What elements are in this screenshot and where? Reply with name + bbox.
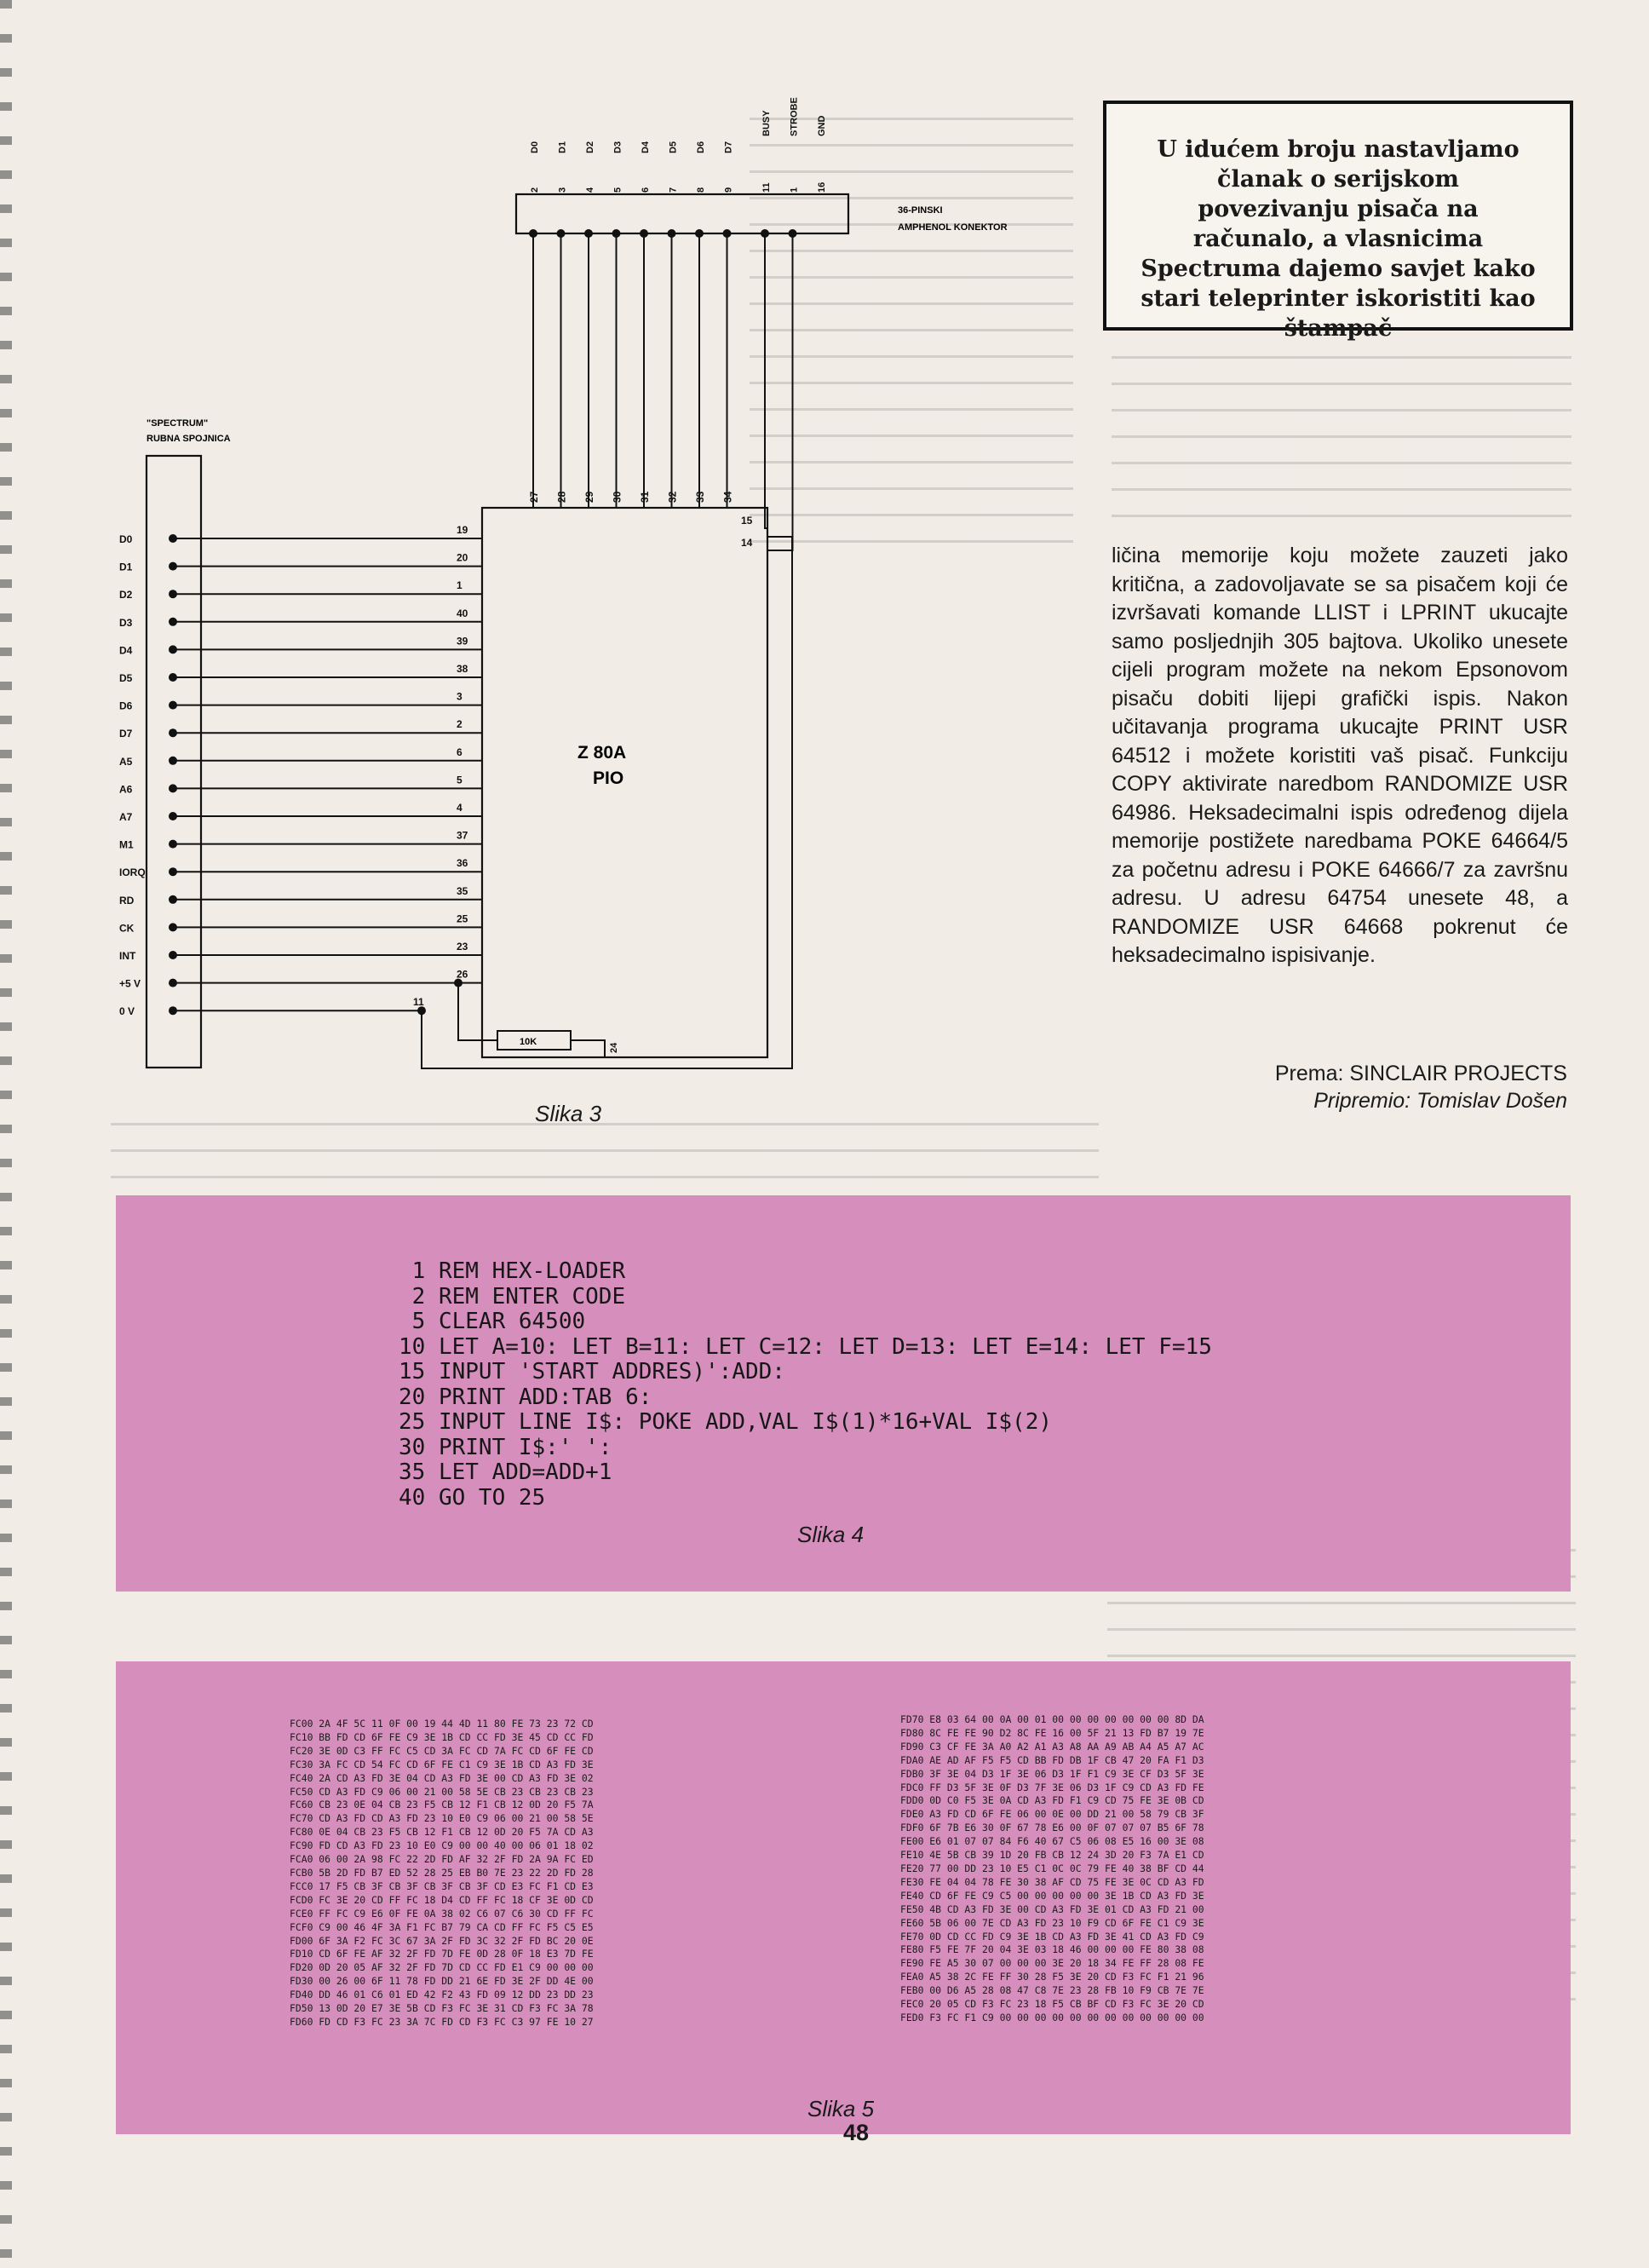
basic-line: 35 LET ADD=ADD+1 [399, 1459, 612, 1485]
signal-label: D0 [119, 533, 133, 545]
hex-line: FDE0 A3 FD CD 6F FE 06 00 0E 00 DD 21 00 58 79 CB 3F [900, 1808, 1204, 1821]
credits [1107, 1060, 1567, 1114]
bleed-through-texture [111, 1108, 1099, 1201]
pio-pin-number: 2 [457, 718, 463, 731]
hex-line: FCC0 17 F5 CB 3F CB 3F CB 3F CB 3F CD E3 FC F1 CD E3 [290, 1879, 594, 1892]
signal-label: D4 [119, 644, 133, 657]
edge-pin-dot [169, 645, 177, 653]
edge-pin-dot [169, 979, 177, 987]
hex-line: FCF0 C9 00 46 4F 3A F1 FC B7 79 CA CD FF FC F5 C5 E5 [290, 1920, 594, 1933]
ground-pin-number: 11 [413, 996, 424, 1009]
edge-pin-dot [169, 951, 177, 959]
signal-label: M1 [119, 838, 134, 851]
connector-pin-dot [640, 229, 648, 238]
signal-label: D7 [119, 728, 133, 740]
pio-pin-number: 20 [457, 551, 468, 564]
connector-pin-dot [584, 229, 593, 238]
pio-pin-number: 5 [457, 774, 463, 786]
signal-label: D5 [119, 672, 133, 684]
pio-pin-number: 23 [457, 941, 468, 953]
hex-line: FDF0 6F 7B E6 30 0F 67 78 E6 00 0F 07 07 07 B5 6F 78 [900, 1822, 1204, 1834]
basic-line: 30 PRINT I$:' ': [399, 1434, 612, 1460]
hex-line: FDD0 0D C0 F5 3E 0A CD A3 FD F1 C9 CD 75 FE 3E 0B CD [900, 1794, 1204, 1807]
hex-line: FC50 CD A3 FD C9 06 00 21 00 58 5E CB 23 CB 23 CB 23 [290, 1785, 594, 1798]
connector-signal-label: D3 [612, 141, 623, 153]
busy-wire [765, 233, 767, 528]
signal-label: 0 V [119, 1005, 135, 1018]
edge-pin-dot [169, 701, 177, 710]
connector-signal-label: STROBE [789, 97, 800, 136]
signal-label: D1 [119, 561, 133, 573]
basic-line: 1 REM HEX-LOADER [399, 1258, 626, 1284]
hex-line: FC60 CB 23 0E 04 CB 23 F5 CB 12 F1 CB 12 0D 20 F5 7A [290, 1799, 594, 1811]
signal-label: D2 [119, 589, 133, 602]
pio-pin-number: 4 [457, 802, 463, 814]
connector-pin-dot [695, 229, 704, 238]
connector-pin-number: 11 [761, 182, 772, 193]
signal-label: +5 V [119, 977, 141, 990]
connector-signal-label: D4 [641, 141, 651, 153]
edge-pin-dot [169, 562, 177, 571]
next-issue-notice: U idućem broju nastavljamo članak o serijskom povezivanju pisača na računalo, a vlasnicima Spectruma dajemo savjet kako stari teleprinter iskoristiti kao štampač [1103, 101, 1573, 331]
pio-top-pin-number: 31 [639, 491, 651, 503]
credits-author: Pripremio: Tomislav Došen [1313, 1089, 1567, 1113]
hex-line: FD80 8C FE FE 90 D2 8C FE 16 00 5F 21 13 FD B7 19 7E [900, 1726, 1204, 1739]
basic-listing [399, 1259, 1212, 1511]
pio-top-pin-number: 27 [528, 491, 540, 503]
hex-line: FD10 CD 6F FE AF 32 2F FD 7D FE 0D 28 0F 18 E3 7D FE [290, 1948, 594, 1960]
pio-pin-number: 3 [457, 690, 463, 703]
pio-top-pin-number: 30 [611, 491, 623, 503]
hex-line: FD00 6F 3A F2 FC 3C 67 3A 2F FD 3C 32 2F FD BC 20 0E [290, 1934, 594, 1947]
signal-label: IORQ [119, 866, 146, 879]
hex-line: FD50 13 0D 20 E7 3E 5B CD F3 FC 3E 31 CD F3 FC 3A 78 [290, 2002, 594, 2015]
pio-pin-number: 19 [457, 524, 468, 536]
hex-line: FC20 3E 0D C3 FF FC C5 CD 3A FC CD 7A FC CD 6F FE CD [290, 1744, 594, 1757]
hex-line: FE70 0D CD CC FD C9 3E 1B CD A3 FD 3E 41 CD A3 FD C9 [900, 1930, 1204, 1943]
edge-pin-dot [169, 590, 177, 598]
connector-label-line1: 36-PINSKI [898, 205, 943, 216]
hex-line: FE50 4B CD A3 FD 3E 00 CD A3 FD 3E 01 CD A3 FD 21 00 [900, 1902, 1204, 1915]
hex-line: FD70 E8 03 64 00 0A 00 01 00 00 00 00 00 00 00 8D DA [900, 1713, 1204, 1725]
junction-dot [789, 229, 797, 238]
edge-pin-dot [169, 534, 177, 543]
pio-pin-number: 25 [457, 912, 468, 925]
pio-pin-number: 35 [457, 884, 468, 897]
connector-pin-dot [529, 229, 537, 238]
resistor-pin-number: 24 [609, 1042, 619, 1053]
pio-top-pin-number: 28 [555, 491, 568, 503]
connector-signal-label: D2 [585, 141, 595, 153]
connector-signal-label: D1 [557, 141, 568, 153]
connector-pin-number: 9 [723, 187, 734, 193]
pio-top-pin-number: 34 [721, 491, 734, 503]
connector-signal-label: D0 [530, 141, 540, 153]
caption-fig5: Slika 5 [807, 2096, 875, 2121]
hex-line: FC80 0E 04 CB 23 F5 CB 12 F1 CB 12 0D 20 F5 7A CD A3 [290, 1826, 594, 1839]
pio-pin-number: 37 [457, 829, 468, 842]
connector-pin-number: 7 [668, 187, 679, 193]
connector-pin-number: 3 [557, 187, 568, 193]
hex-line: FEB0 00 D6 A5 28 08 47 C8 7E 23 28 FB 10 F9 CB 7E 7E [900, 1984, 1204, 1997]
pio-right-pin-number: 14 [741, 537, 753, 549]
circuit-diagram [119, 94, 1008, 1108]
hex-line: FD20 0D 20 05 AF 32 2F FD 7D CD CC FD E1 C9 00 00 00 [290, 1961, 594, 1974]
pio-top-pin-number: 33 [694, 491, 706, 503]
connector-pin-number: 5 [612, 187, 623, 193]
signal-label: D3 [119, 616, 133, 629]
amphenol-connector-body [516, 194, 848, 233]
caption-fig3: Slika 3 [535, 1101, 602, 1126]
pio-pin-number: 26 [457, 968, 468, 981]
basic-line: 40 GO TO 25 [399, 1484, 546, 1511]
connector-pin-number: 8 [696, 187, 706, 193]
hex-line: FEA0 A5 38 2C FE FF 30 28 F5 3E 20 CD F3 FC F1 21 96 [900, 1971, 1204, 1983]
credits-source: Prema: SINCLAIR PROJECTS [1274, 1062, 1567, 1085]
connector-pin-number: 6 [641, 187, 651, 193]
edge-pin-dot [169, 757, 177, 765]
hex-line: FD40 DD 46 01 C6 01 ED 42 F2 43 FD 09 12 DD 23 DD 23 [290, 1989, 594, 2001]
hex-line: FC30 3A FC CD 54 FC CD 6F FE C1 C9 3E 1B CD A3 FD 3E [290, 1758, 594, 1770]
hex-line: FE30 FE 04 04 78 FE 30 38 AF CD 75 FE 3E 0C CD A3 FD [900, 1875, 1204, 1888]
basic-line: 10 LET A=10: LET B=11: LET C=12: LET D=13: LET E=14: LET F=15 [399, 1333, 1212, 1360]
signal-label: INT [119, 950, 136, 962]
signal-label: A5 [119, 755, 133, 768]
basic-line: 5 CLEAR 64500 [399, 1309, 586, 1334]
junction-dot [761, 229, 769, 238]
pio-pin-number: 6 [457, 745, 463, 758]
connector-pin-dot [723, 229, 732, 238]
hex-line: FEC0 20 05 CD F3 FC 23 18 F5 CB BF CD F3 FC 3E 20 CD [900, 1998, 1204, 2011]
pio-chip-body [482, 508, 767, 1057]
hex-line: FE60 5B 06 00 7E CD A3 FD 23 10 F9 CD 6F FE C1 C9 3E [900, 1916, 1204, 1929]
article-body-text: ličina memorije koju možete zauzeti jako kritična, a zadovoljavate se sa pisačem koji će izvršavati komande LLIST i LPRINT ukucajte samo posljednjih 305 bajtova. Ukoliko unesete cijeli program možete na nekom Epsonovom pisaču dobiti lijepi grafički ispis. Nakon učitavanja programa ukucajte PRINT USR 64512 i možete koristiti vaš pisač. Funkciju COPY aktivirate naredbom RANDOMIZE USR 64986. Heksadecimalni ispis određenog dijela memorije postižete naredbama POKE 64664/5 za početnu adresu i POKE 64666/7 za završnu adresu. U adresu 64754 unesete 48, a RANDOMIZE USR 64668 pokrenut će heksadecimalno ispisivanje. [1112, 544, 1568, 967]
connector-label-line2: AMPHENOL KONEKTOR [898, 222, 1008, 233]
hex-line: FD90 C3 CF FE 3A A0 A2 A1 A3 A8 AA A9 AB A4 A5 A7 AC [900, 1740, 1204, 1753]
connector-pin-dot [612, 229, 621, 238]
basic-line: 15 INPUT 'START ADDRES)':ADD: [399, 1359, 785, 1384]
hex-line: FC90 FD CD A3 FD 23 10 E0 C9 00 00 40 00 06 01 18 02 [290, 1839, 594, 1852]
hex-line: FDB0 3F 3E 04 D3 1F 3E 06 D3 1F F1 C9 3E CF D3 5F 3E [900, 1767, 1204, 1780]
edge-pin-dot [169, 1006, 177, 1015]
pio-pin-number: 1 [457, 579, 463, 592]
hex-line: FD30 00 26 00 6F 11 78 FD DD 21 6E FD 3E 2F DD 4E 00 [290, 1975, 594, 1988]
edge-pin-dot [169, 895, 177, 904]
hex-line: FE10 4E 5B CB 39 1D 20 FB CB 12 24 3D 20 F3 7A E1 CD [900, 1849, 1204, 1862]
edge-pin-dot [169, 728, 177, 737]
signal-label: D6 [119, 699, 133, 712]
ground-return-wire [422, 537, 792, 1068]
pio-pin-number: 38 [457, 663, 468, 675]
pio-pin-number: 39 [457, 635, 468, 648]
hex-line: FC10 BB FD CD 6F FE C9 3E 1B CD CC FD 3E 45 CD CC FD [290, 1730, 594, 1743]
bleed-through-texture [1112, 341, 1571, 528]
pio-top-pin-number: 29 [583, 491, 595, 503]
basic-line: 20 PRINT ADD:TAB 6: [399, 1384, 652, 1410]
hex-line: FDC0 FF D3 5F 3E 0F D3 7F 3E 06 D3 1F C9 CD A3 FD FE [900, 1781, 1204, 1793]
connector-pin-number: 1 [789, 187, 800, 193]
pio-top-pin-number: 32 [666, 491, 679, 503]
edge-pin-dot [169, 673, 177, 682]
signal-label: CK [119, 922, 135, 935]
edge-pin-dot [169, 867, 177, 876]
hex-line: FED0 F3 FC F1 C9 00 00 00 00 00 00 00 00 00 00 00 00 [900, 2011, 1204, 2023]
basic-line: 2 REM ENTER CODE [399, 1283, 626, 1310]
resistor-wire [458, 983, 497, 1040]
pio-right-pin-number: 15 [741, 515, 753, 527]
hex-line: FE40 CD 6F FE C9 C5 00 00 00 00 00 3E 1B CD A3 FD 3E [900, 1889, 1204, 1902]
page-number: 48 [843, 2120, 870, 2145]
signal-label: A7 [119, 811, 133, 823]
edge-pin-dot [169, 923, 177, 931]
connector-pin-number: 16 [817, 181, 827, 193]
hex-line: FC70 CD A3 FD CD A3 FD 23 10 E0 C9 06 00 21 00 58 5E [290, 1812, 594, 1825]
spectrum-label-line2: RUBNA SPOJNICA [147, 434, 231, 444]
hex-line: FE20 77 00 DD 23 10 E5 C1 0C 0C 79 FE 40 38 BF CD 44 [900, 1862, 1204, 1874]
basic-line: 25 INPUT LINE I$: POKE ADD,VAL I$(1)*16+VAL I$(2) [399, 1409, 1053, 1435]
edge-pin-dot [169, 618, 177, 626]
connector-signal-label: D6 [696, 141, 706, 153]
hex-line: FD60 FD CD F3 FC 23 3A 7C FD CD F3 FC C3 97 FE 10 27 [290, 2015, 594, 2028]
hex-line: FCD0 FC 3E 20 CD FF FC 18 D4 CD FF FC 18 CF 3E 0D CD [290, 1893, 594, 1906]
hex-line: FC40 2A CD A3 FD 3E 04 CD A3 FD 3E 00 CD A3 FD 3E 02 [290, 1771, 594, 1784]
connector-signal-label: D7 [723, 141, 734, 153]
edge-pin-dot [169, 840, 177, 849]
connector-pin-dot [557, 229, 566, 238]
hex-line: FDA0 AE AD AF F5 F5 CD BB FD DB 1F CB 47 20 FA F1 D3 [900, 1753, 1204, 1766]
pio-label-line2: PIO [593, 768, 624, 788]
connector-signal-label: GND [817, 115, 827, 136]
hex-dump-right [900, 1713, 1204, 2025]
hex-line: FC00 2A 4F 5C 11 0F 00 19 44 4D 11 80 FE 73 23 72 CD [290, 1718, 594, 1730]
signal-label: RD [119, 894, 135, 907]
spectrum-label-line1: "SPECTRUM" [147, 418, 209, 429]
connector-pin-number: 4 [585, 187, 595, 193]
signal-label: A6 [119, 783, 133, 796]
pio-label-line1: Z 80A [577, 743, 627, 763]
hex-line: FE00 E6 01 07 07 84 F6 40 67 C5 06 08 E5 16 00 3E 08 [900, 1835, 1204, 1848]
connector-pin-number: 2 [530, 187, 540, 193]
resistor-label: 10K [520, 1037, 537, 1047]
hex-line: FCB0 5B 2D FD B7 ED 52 28 25 EB B0 7E 23 22 2D FD 28 [290, 1866, 594, 1879]
hex-line: FE90 FE A5 30 07 00 00 00 3E 20 18 34 FE FF 28 08 FE [900, 1957, 1204, 1970]
edge-pin-dot [169, 812, 177, 820]
pio-pin-number: 36 [457, 857, 468, 870]
hex-dump-left [290, 1718, 594, 2029]
hex-line: FCA0 06 00 2A 98 FC 22 2D FD AF 32 2F FD 2A 9A FC ED [290, 1853, 594, 1866]
edge-pin-dot [169, 784, 177, 792]
caption-fig4: Slika 4 [797, 1522, 865, 1547]
connector-signal-label: BUSY [761, 110, 772, 136]
resistor-wire [571, 1040, 605, 1057]
spiral-binding-holes [0, 0, 12, 2268]
connector-signal-label: D5 [668, 141, 679, 153]
hex-line: FCE0 FF FC C9 E6 0F FE 0A 38 02 C6 07 C6 30 CD FF FC [290, 1907, 594, 1920]
hex-line: FE80 F5 FE 7F 20 04 3E 03 18 46 00 00 00 FE 80 38 08 [900, 1943, 1204, 1956]
connector-pin-dot [668, 229, 676, 238]
strobe-wire [767, 233, 793, 550]
pio-pin-number: 40 [457, 607, 468, 619]
